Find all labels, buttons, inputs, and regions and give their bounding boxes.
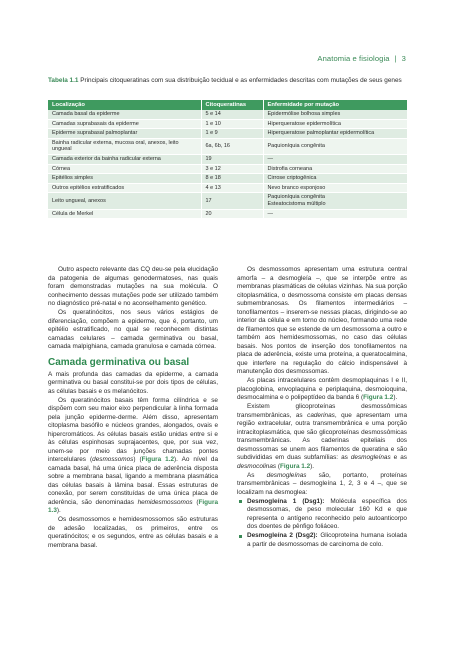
paragraph: As placas intracelulares contêm desmoplaquinas I e II, placoglobina, envoplaquina e periplaquina, desmoioquina, desmocalmina e o polipeptídeo da banda 6 (Figura 1.2). [237, 377, 407, 401]
table-row [48, 183, 407, 193]
cell-location: Outros epitélios estratificados [48, 183, 201, 193]
cell-disease: Paquioníquia congênita [263, 138, 407, 154]
cell-cytokeratins: 6a, 6b, 16 [201, 138, 263, 154]
paragraph: Os desmossomos apresentam uma estrutura central amorfa – a desmogleía –, que se interpõe entre as membranas plasmáticas de células vizinhas. Na sua porção citoplasmática, o desmossoma consiste em placas densas submembranosas. Os filamentos intermediários – tonofilamentos – inserem-se nessas placas, dirigindo-se ao interior da célula e em torno do núcleo, formando uma rede de filamentos que se estende de um desmossoma a outro e também aos hemidesmossomas, no caso das células basais. Nos pontos de inserção dos tonofilamentos na placa de aderência, existe uma proteína, a queratocalmina, que interfere na regulação do cálcio indispensável à manutenção dos desmossomas. [237, 266, 407, 375]
cell-disease: — [263, 154, 407, 164]
paragraph: Existem glicoproteínas desmossômicas transmembrânicas, as caderinas, que apresentam uma região extracelular, outra transmembrânica e uma porção intracitoplasmática, que são glicoproteínas desmossômicas transmembrânicas. As caderinas epiteliais dos desmossomas se unem aos filamentos de queratina e são subdivididas em duas subfamílias: as desmogleínas e as desmocolinas (Figura 1.2). [237, 403, 408, 470]
list-item: Desmogleína 1 (Dsg1): Molécula específica dos desmossomas, de peso molecular 160 Kd e que representa o antígeno reconhecido pelo autoanticorpo dos doentes de pênfigo foliáceo. [237, 498, 407, 532]
cell-cytokeratins: 1 e 9 [201, 129, 263, 139]
table-row [48, 119, 407, 129]
cytokeratin-table [48, 100, 407, 219]
page-number: 3 [401, 54, 406, 63]
cell-cytokeratins: 1 e 10 [201, 119, 263, 129]
paragraph: Os queratinócitos basais têm forma cilíndrica e se dispõem com seu maior eixo perpendicular à linha formada pela junção epiderme-derme. Além disso, apresentam citoplasma basófilo e núcleos grandes, alongados, ovais e hipercromáticos. As células basais estão unidas entre si e às células espinhosas suprajacentes, que, por sua vez, unem-se por meio das junções chamadas pontes intercelulares (desmossomos) (Figura 1.2). Ao nível da camada basal, há uma única placa de aderência disposta sobre a membrana basal, ligando a membrana plasmática das células basais à lâmina basal. Essas estruturas de conexão, por serem constituídas de uma única placa de aderência, são denominadas hemidesmossomos (Figura 1.3). [48, 396, 218, 514]
table-body [48, 110, 407, 219]
figure-reference[interactable]: Figura 1.2 [141, 456, 175, 463]
figure-reference[interactable]: Figura 1.3 [48, 498, 218, 514]
cell-cytokeratins: 17 [201, 193, 263, 209]
cell-cytokeratins: 8 e 18 [201, 174, 263, 184]
cell-location: Camadas suprabasais da epiderme [48, 119, 201, 129]
table-row [48, 174, 407, 184]
figure-reference[interactable]: Figura 1.2 [279, 462, 311, 470]
desmoglein-list [237, 498, 407, 550]
cell-cytokeratins: 4 e 13 [201, 183, 263, 193]
paragraph: Os queratinócitos, nos seus vários estágios de diferenciação, compõem a epiderme, que é, portanto, um epitélio estratificado, no qual se reconhecem distintas camadas celulares – camada germinativa ou basal, camada malpighiana, camada granulosa e camada córnea. [48, 309, 218, 350]
table-caption-text: Principais citoqueratinas com sua distribuição tecidual e as enfermidades descritas com mutações de seus genes [80, 77, 402, 84]
paragraph: As desmogleínas são, portanto, proteínas transmembrânicas – desmogleína 1, 2, 3 e 4 –, que se localizam na desmoglea: [237, 471, 407, 496]
paragraph: Outro aspecto relevante das CQ deu-se pela elucidação da patogenia de algumas genodermatoses, nas quais foram demonstradas mutações na sua molécula. O conhecimento dessas mutações pode ser utilizado também no diagnóstico pré-natal e no aconselhamento genético. [48, 266, 218, 307]
cell-disease: Hiperqueratose epidermolítica [263, 119, 407, 129]
right-column [237, 266, 407, 550]
cell-cytokeratins: 20 [201, 209, 263, 219]
paragraph: A mais profunda das camadas da epiderme, a camada germinativa ou basal constitui-se por dois tipos de células, as células basais e os melanócitos. [48, 370, 218, 395]
table-row [48, 154, 407, 164]
cell-disease: Paquioníquia congênita Esteatocistoma múltiplo [263, 193, 407, 209]
column-header-disease: Enfermidade por mutação [263, 100, 407, 110]
table-tag: Tabela 1.1 [48, 77, 79, 84]
table-row [48, 110, 407, 119]
table-row [48, 138, 407, 154]
header-separator: | [394, 54, 397, 63]
table-caption [48, 77, 408, 85]
running-header [317, 54, 406, 63]
section-title: Camada germinativa ou basal [48, 356, 190, 368]
cell-location: Célula de Merkel [48, 209, 201, 219]
table-header-row [48, 100, 407, 110]
cell-cytokeratins: 3 e 12 [201, 164, 263, 174]
paragraph: Os desmossomos e hemidesmossomos são estruturas de adesão localizadas, os primeiros, entre os queratinócitos; e os segundos, entre as células basais e a membrana basal. [48, 516, 218, 549]
running-header-title: Anatomia e fisiologia [317, 54, 390, 63]
cell-disease: Hiperqueratose palmoplantar epidermolítica [263, 129, 407, 139]
left-column [48, 266, 218, 551]
cell-cytokeratins: 5 e 14 [201, 110, 263, 119]
list-item: Desmogleína 2 (Dsg2): Glicoproteína humana isolada a partir de desmossomas de carcinoma de colo. [237, 532, 407, 549]
cell-location: Leito ungueal, anexos [48, 193, 201, 209]
cell-location: Camada basal da epiderme [48, 110, 201, 119]
cell-disease: Distrofia corneana [263, 164, 407, 174]
cell-location: Epitélios simples [48, 174, 201, 184]
cell-cytokeratins: 19 [201, 154, 263, 164]
bullet-icon [239, 500, 242, 503]
bullet-icon [239, 535, 242, 538]
cell-disease: Cirrose criptogênica [263, 174, 407, 184]
cell-disease: Nevo branco esponjoso [263, 183, 407, 193]
cell-location: Epiderme suprabasal palmoplantar [48, 129, 201, 139]
cell-disease: Epidermólise bolhosa simples [263, 110, 407, 119]
figure-reference[interactable]: Figura 1.2 [363, 394, 394, 401]
cell-disease: — [263, 209, 407, 219]
column-header-cytokeratins: Citoqueratinas [201, 100, 263, 110]
table-row [48, 164, 407, 174]
cell-location: Córnea [48, 164, 201, 174]
table-row [48, 129, 407, 139]
column-header-location: Localização [48, 100, 201, 110]
table-row [48, 193, 407, 209]
cell-location: Bainha radicular externa, mucosa oral, anexos, leito ungueal [48, 138, 201, 154]
table-row [48, 209, 407, 219]
cell-location: Camada exterior da bainha radicular externa [48, 154, 201, 164]
